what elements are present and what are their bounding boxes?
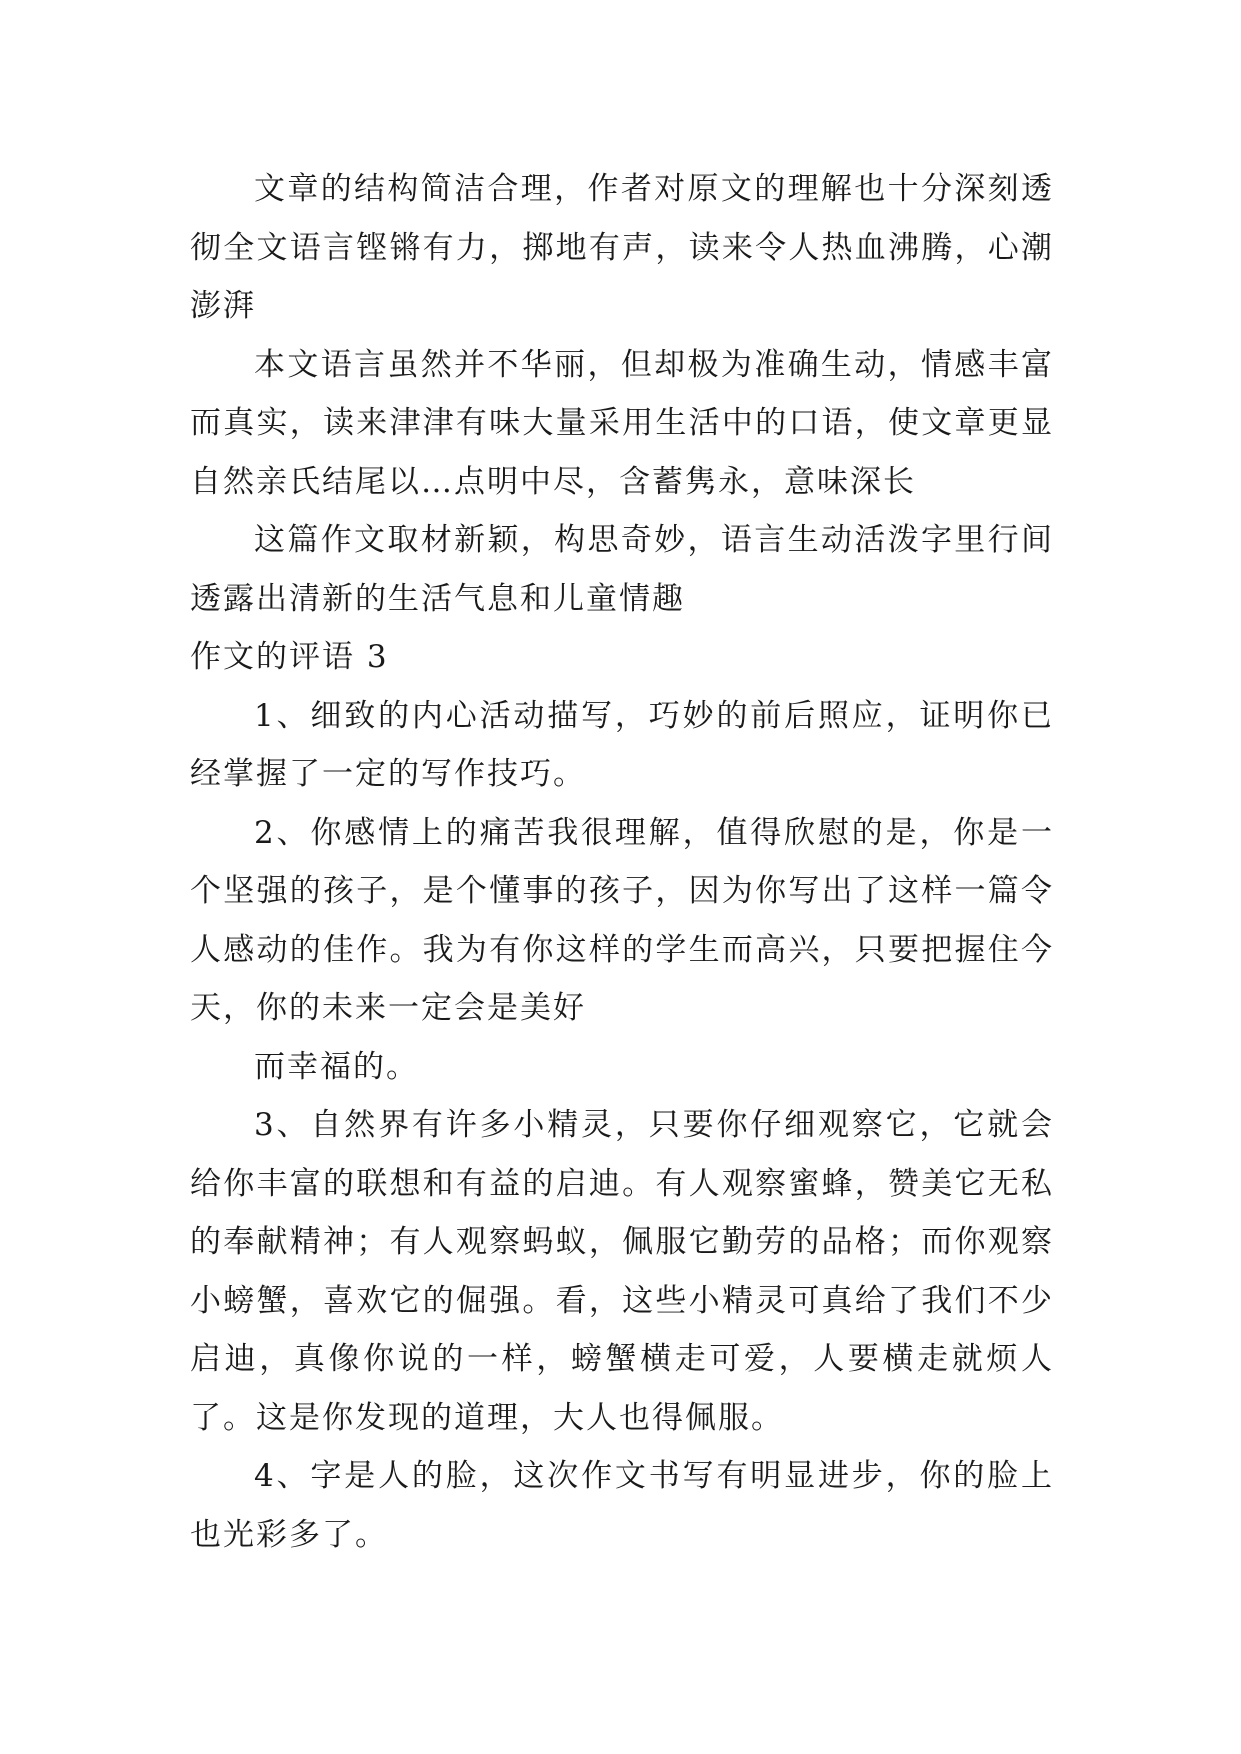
paragraph-item-3: 3、自然界有许多小精灵，只要你仔细观察它，它就会给你丰富的联想和有益的启迪。有人观察蜜蜂，赞美它无私的奉献精神；有人观察蚂蚁，佩服它勤劳的品格；而你观察小螃蟹，喜欢它的倔强。看，这些小精灵可真给了我们不少启迪，真像你说的一样，螃蟹横走可爱，人要横走就烦人了。这是你发现的道理，大人也得佩服。 bbox=[190, 1107, 1054, 1436]
paragraph-item-1: 1、细致的内心活动描写，巧妙的前后照应，证明你已经掌握了一定的写作技巧。 bbox=[190, 697, 1054, 792]
paragraph-item-4: 4、字是人的脸，这次作文书写有明显进步，你的脸上也光彩多了。 bbox=[190, 1458, 1054, 1553]
section-heading: 作文的评语 3 bbox=[190, 639, 389, 675]
document-body bbox=[190, 160, 1054, 1564]
paragraph-comment-language: 本文语言虽然并不华丽，但却极为准确生动，情感丰富而真实，读来津津有味大量采用生活中的口语，使文章更显自然亲氏结尾以…点明中尽，含蓄隽永，意味深长 bbox=[190, 346, 1054, 500]
paragraph-item-2: 2、你感情上的痛苦我很理解，值得欣慰的是，你是一个坚强的孩子，是个懂事的孩子，因为你写出了这样一篇令人感动的佳作。我为有你这样的学生而高兴，只要把握住今天，你的未来一定会是美好 bbox=[190, 814, 1054, 1026]
paragraph-comment-topic: 这篇作文取材新颖，构思奇妙，语言生动活泼字里行间透露出清新的生活气息和儿童情趣 bbox=[190, 522, 1054, 617]
paragraph-comment-structure: 文章的结构简洁合理，作者对原文的理解也十分深刻透彻全文语言铿锵有力，掷地有声，读来令人热血沸腾，心潮澎湃 bbox=[190, 171, 1054, 324]
paragraph-item-2-continued: 而幸福的。 bbox=[254, 1048, 419, 1085]
